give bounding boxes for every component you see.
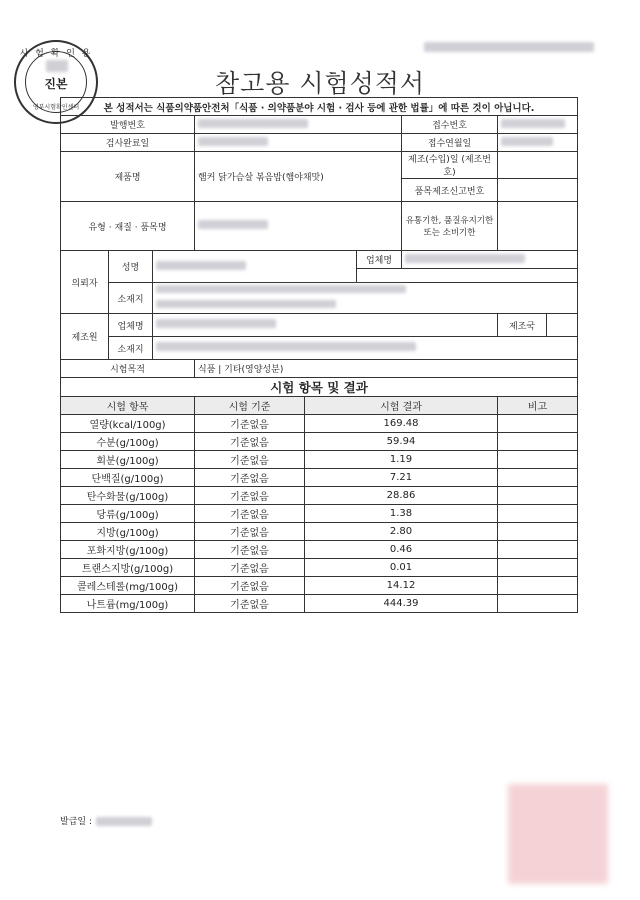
result-value: 444.39 bbox=[305, 595, 498, 613]
inspect-done-value bbox=[195, 134, 402, 152]
result-note bbox=[498, 523, 578, 541]
col-header-result: 시험 결과 bbox=[305, 397, 498, 415]
receipt-no-label: 접수번호 bbox=[402, 116, 498, 134]
result-item: 탄수화물(g/100g) bbox=[61, 487, 195, 505]
product-name-label: 제품명 bbox=[61, 152, 195, 202]
document-title: 참고용 시험성적서 bbox=[214, 69, 426, 98]
col-header-note: 비고 bbox=[498, 397, 578, 415]
result-standard: 기준없음 bbox=[195, 415, 305, 433]
result-note bbox=[498, 469, 578, 487]
result-row bbox=[61, 469, 578, 487]
result-value: 0.01 bbox=[305, 559, 498, 577]
issue-date-redacted bbox=[96, 817, 152, 826]
result-note bbox=[498, 595, 578, 613]
purpose-label: 시험목적 bbox=[61, 360, 195, 378]
result-item: 나트륨(mg/100g) bbox=[61, 595, 195, 613]
result-value: 169.48 bbox=[305, 415, 498, 433]
mfg-date-label: 제조(수입)일 (제조번호) bbox=[402, 152, 498, 179]
result-value: 59.94 bbox=[305, 433, 498, 451]
result-item: 회분(g/100g) bbox=[61, 451, 195, 469]
result-row bbox=[61, 505, 578, 523]
result-value: 1.38 bbox=[305, 505, 498, 523]
issue-no-label: 발행번호 bbox=[61, 116, 195, 134]
client-company-label: 업체명 bbox=[357, 251, 402, 269]
result-standard: 기준없음 bbox=[195, 487, 305, 505]
expiry-value bbox=[498, 202, 578, 251]
result-note bbox=[498, 505, 578, 523]
result-standard: 기준없음 bbox=[195, 577, 305, 595]
result-note bbox=[498, 559, 578, 577]
result-note bbox=[498, 577, 578, 595]
result-value: 2.80 bbox=[305, 523, 498, 541]
redacted-seal bbox=[508, 784, 608, 884]
country-label: 제조국 bbox=[498, 314, 547, 337]
purpose-value: 식품 | 기타(영양성분) bbox=[195, 360, 578, 378]
report-table bbox=[60, 97, 578, 613]
stamp-middle-text: 진본 bbox=[44, 77, 68, 91]
result-note bbox=[498, 415, 578, 433]
result-item: 트랜스지방(g/100g) bbox=[61, 559, 195, 577]
type-value bbox=[195, 202, 402, 251]
issue-no-value bbox=[195, 116, 402, 134]
result-note bbox=[498, 541, 578, 559]
result-note bbox=[498, 487, 578, 505]
client-company-value bbox=[402, 251, 578, 269]
maker-company-label: 업체명 bbox=[109, 314, 153, 337]
result-value: 28.86 bbox=[305, 487, 498, 505]
result-row bbox=[61, 487, 578, 505]
type-label: 유형 · 재질 · 품목명 bbox=[61, 202, 195, 251]
result-value: 7.21 bbox=[305, 469, 498, 487]
client-address-value bbox=[153, 283, 578, 314]
col-header-standard: 시험 기준 bbox=[195, 397, 305, 415]
result-item: 단백질(g/100g) bbox=[61, 469, 195, 487]
result-note bbox=[498, 451, 578, 469]
report-no-label: 품목제조신고번호 bbox=[402, 179, 498, 202]
results-title: 시험 항목 및 결과 bbox=[61, 378, 578, 397]
result-row bbox=[61, 577, 578, 595]
result-item: 지방(g/100g) bbox=[61, 523, 195, 541]
receipt-date-label: 접수연월일 bbox=[402, 134, 498, 152]
result-standard: 기준없음 bbox=[195, 451, 305, 469]
result-note bbox=[498, 433, 578, 451]
result-row bbox=[61, 541, 578, 559]
mfg-date-value bbox=[498, 152, 578, 179]
client-label: 의뢰자 bbox=[61, 251, 109, 314]
redacted-reference-number bbox=[424, 42, 594, 52]
client-spacer bbox=[357, 269, 578, 283]
country-value bbox=[547, 314, 578, 337]
result-item: 열량(kcal/100g) bbox=[61, 415, 195, 433]
maker-address-label: 소재지 bbox=[109, 337, 153, 360]
result-standard: 기준없음 bbox=[195, 433, 305, 451]
result-row bbox=[61, 415, 578, 433]
client-name-label: 성명 bbox=[109, 251, 153, 283]
result-item: 당류(g/100g) bbox=[61, 505, 195, 523]
result-item: 수분(g/100g) bbox=[61, 433, 195, 451]
client-address-label: 소재지 bbox=[109, 283, 153, 314]
col-header-item: 시험 항목 bbox=[61, 397, 195, 415]
report-no-value bbox=[498, 179, 578, 202]
result-item: 포화지방(g/100g) bbox=[61, 541, 195, 559]
result-standard: 기준없음 bbox=[195, 541, 305, 559]
maker-address-value bbox=[153, 337, 578, 360]
notice-text: 본 성적서는 식품의약품안전처「식품 · 의약품분야 시험 · 검사 등에 관한 법률」에 따른 것이 아닙니다. bbox=[61, 98, 578, 116]
result-row bbox=[61, 595, 578, 613]
product-name-value: 햄커 닭가슴살 볶음밥(햄야채맛) bbox=[195, 152, 402, 202]
result-standard: 기준없음 bbox=[195, 523, 305, 541]
result-value: 0.46 bbox=[305, 541, 498, 559]
result-row bbox=[61, 523, 578, 541]
stamp-bottom-text: 영부시험확인센터 bbox=[32, 104, 80, 111]
result-standard: 기준없음 bbox=[195, 469, 305, 487]
inspect-done-label: 검사완료일 bbox=[61, 134, 195, 152]
result-row bbox=[61, 433, 578, 451]
result-value: 14.12 bbox=[305, 577, 498, 595]
receipt-date-value bbox=[498, 134, 578, 152]
receipt-no-value bbox=[498, 116, 578, 134]
result-row bbox=[61, 451, 578, 469]
result-standard: 기준없음 bbox=[195, 559, 305, 577]
expiry-label: 유통기한, 품질유지기한 또는 소비기한 bbox=[402, 202, 498, 251]
result-standard: 기준없음 bbox=[195, 595, 305, 613]
issue-date-label: 발급일 : bbox=[60, 817, 92, 827]
maker-label: 제조원 bbox=[61, 314, 109, 360]
issue-date bbox=[60, 814, 152, 827]
result-standard: 기준없음 bbox=[195, 505, 305, 523]
stamp-top-text: 시 험 확 인 용 bbox=[19, 49, 93, 59]
client-name-value bbox=[153, 251, 357, 283]
result-row bbox=[61, 559, 578, 577]
result-value: 1.19 bbox=[305, 451, 498, 469]
maker-company-value bbox=[153, 314, 498, 337]
result-item: 콜레스테롤(mg/100g) bbox=[61, 577, 195, 595]
